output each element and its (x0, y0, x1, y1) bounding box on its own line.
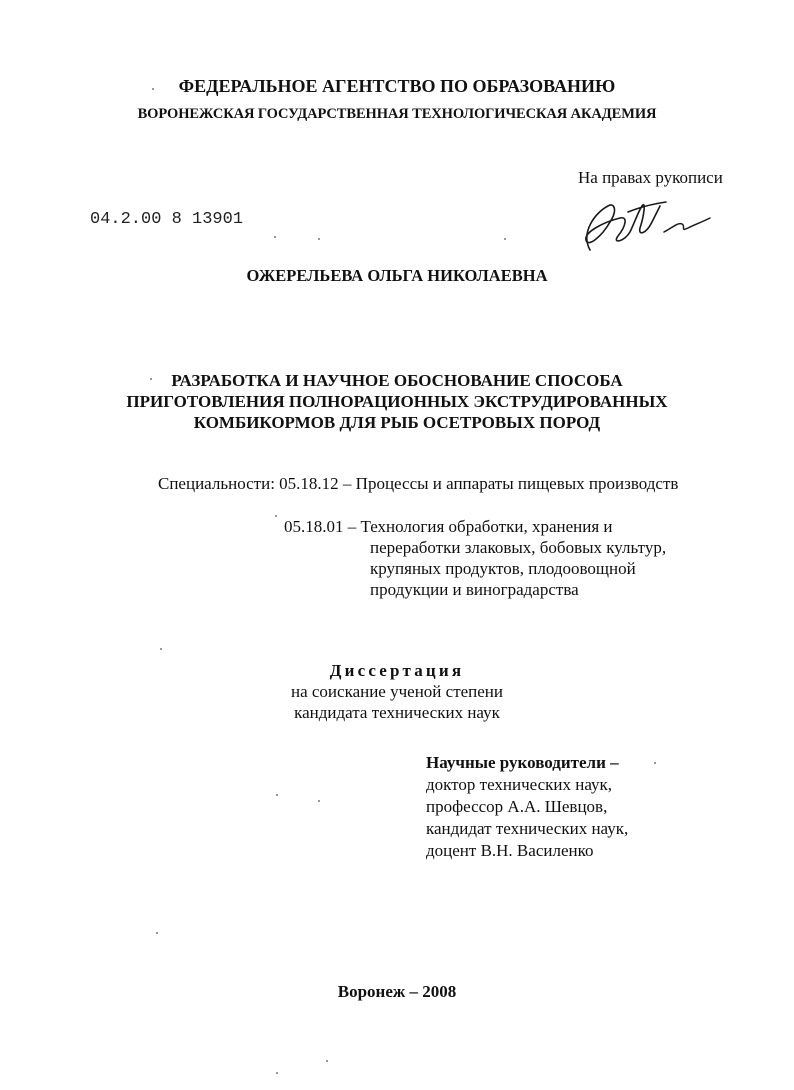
scan-speck (504, 238, 506, 240)
title-line-3: КОМБИКОРМОВ ДЛЯ РЫБ ОСЕТРОВЫХ ПОРОД (193, 413, 601, 432)
dissertation-heading: Диссертация (329, 661, 465, 680)
advisor-line-2: профессор А.А. Шевцов, (426, 797, 608, 816)
scan-speck (275, 515, 277, 517)
scan-speck (152, 88, 154, 90)
dissertation-degree-line-1: на соискание ученой степени (290, 682, 504, 701)
specialty-line-2-cont-1: переработки злаковых, бобовых культур, (370, 538, 667, 557)
advisor-line-3: кандидат технических наук, (426, 819, 629, 838)
manuscript-rights-note: На правах рукописи (578, 168, 723, 187)
advisor-line-1: доктор технических наук, (426, 775, 613, 794)
scan-speck (318, 238, 320, 240)
agency-heading: ФЕДЕРАЛЬНОЕ АГЕНТСТВО ПО ОБРАЗОВАНИЮ (178, 76, 616, 96)
advisors-block (426, 752, 628, 862)
scan-speck (160, 648, 162, 650)
academy-heading: ВОРОНЕЖСКАЯ ГОСУДАРСТВЕННАЯ ТЕХНОЛОГИЧЕСКАЯ АКАДЕМИЯ (137, 106, 657, 122)
specialty-line-2: 05.18.01 – Технология обработки, хранения и (284, 517, 613, 536)
specialty-line-1: Специальности: 05.18.12 – Процессы и аппараты пищевых производств (158, 474, 679, 493)
city-year: Воронеж – 2008 (337, 982, 457, 1001)
title-line-1: РАЗРАБОТКА И НАУЧНОЕ ОБОСНОВАНИЕ СПОСОБА (171, 371, 623, 390)
handwritten-signature (568, 192, 718, 262)
specialty-line-2-cont-3: продукции и виноградарства (370, 580, 579, 599)
scan-speck (654, 762, 656, 764)
dissertation-title (0, 370, 794, 433)
advisors-heading: Научные руководители – (426, 753, 619, 772)
scan-speck (156, 932, 158, 934)
scan-speck (276, 794, 278, 796)
scan-speck (326, 1060, 328, 1062)
scan-speck (150, 378, 152, 380)
scan-speck (276, 1072, 278, 1074)
scan-speck (318, 800, 320, 802)
dissertation-block (0, 660, 794, 723)
scan-speck (274, 236, 276, 238)
advisor-line-4: доцент В.Н. Василенко (426, 841, 594, 860)
specialty-block-2 (284, 516, 666, 600)
registration-stamp-number: 04.2.00 8 13901 (90, 210, 244, 229)
author-name: ОЖЕРЕЛЬЕВА ОЛЬГА НИКОЛАЕВНА (246, 266, 548, 285)
specialty-line-2-cont-2: крупяных продуктов, плодоовощной (370, 559, 636, 578)
title-line-2: ПРИГОТОВЛЕНИЯ ПОЛНОРАЦИОННЫХ ЭКСТРУДИРОВАННЫХ (126, 392, 668, 411)
dissertation-degree-line-2: кандидата технических наук (294, 703, 500, 722)
